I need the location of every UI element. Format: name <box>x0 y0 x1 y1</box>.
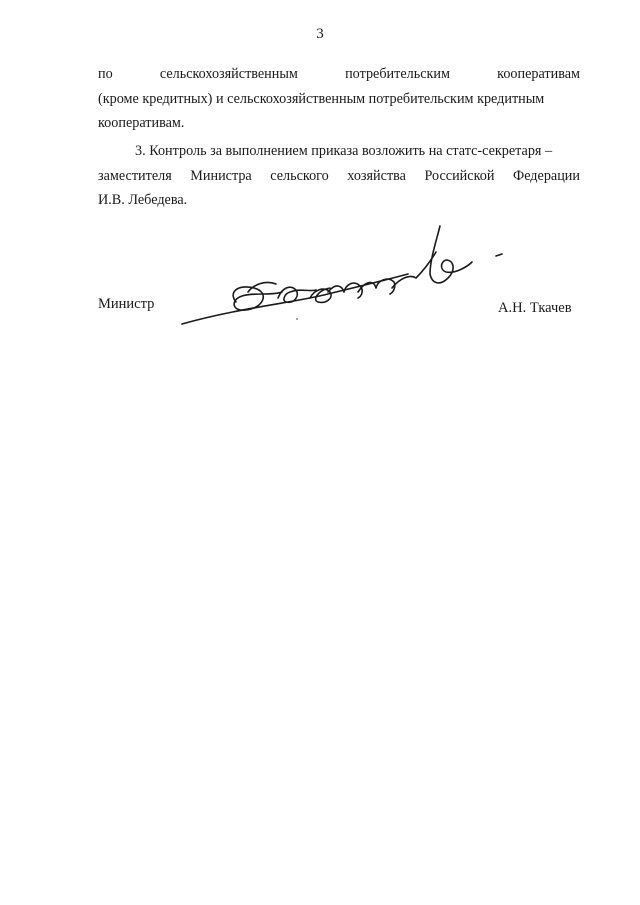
paragraph-1-line-3: кооперативам. <box>98 115 185 131</box>
paragraph-2-line-1: 3. Контроль за выполнением приказа возложить на статс-секретаря – <box>135 143 553 159</box>
ink-dot <box>296 318 298 320</box>
signatory-title: Министр <box>98 296 155 312</box>
word: сельскохозяйственным <box>159 66 298 82</box>
word: по <box>98 66 113 82</box>
page-number: 3 <box>316 26 324 42</box>
handwritten-signature <box>178 222 508 332</box>
signatory-name: А.Н. Ткачев <box>498 300 572 316</box>
paragraph-2-line-3: И.В. Лебедева. <box>98 192 188 208</box>
paragraph-1-line-2: (кроме кредитных) и сельскохозяйственным потребительским кредитным <box>98 90 545 107</box>
word: кооперативам <box>497 66 581 82</box>
word: потребительским <box>345 66 450 82</box>
paragraph-2-line-2: заместителя Министра сельского хозяйства Российской Федерации <box>98 167 580 184</box>
